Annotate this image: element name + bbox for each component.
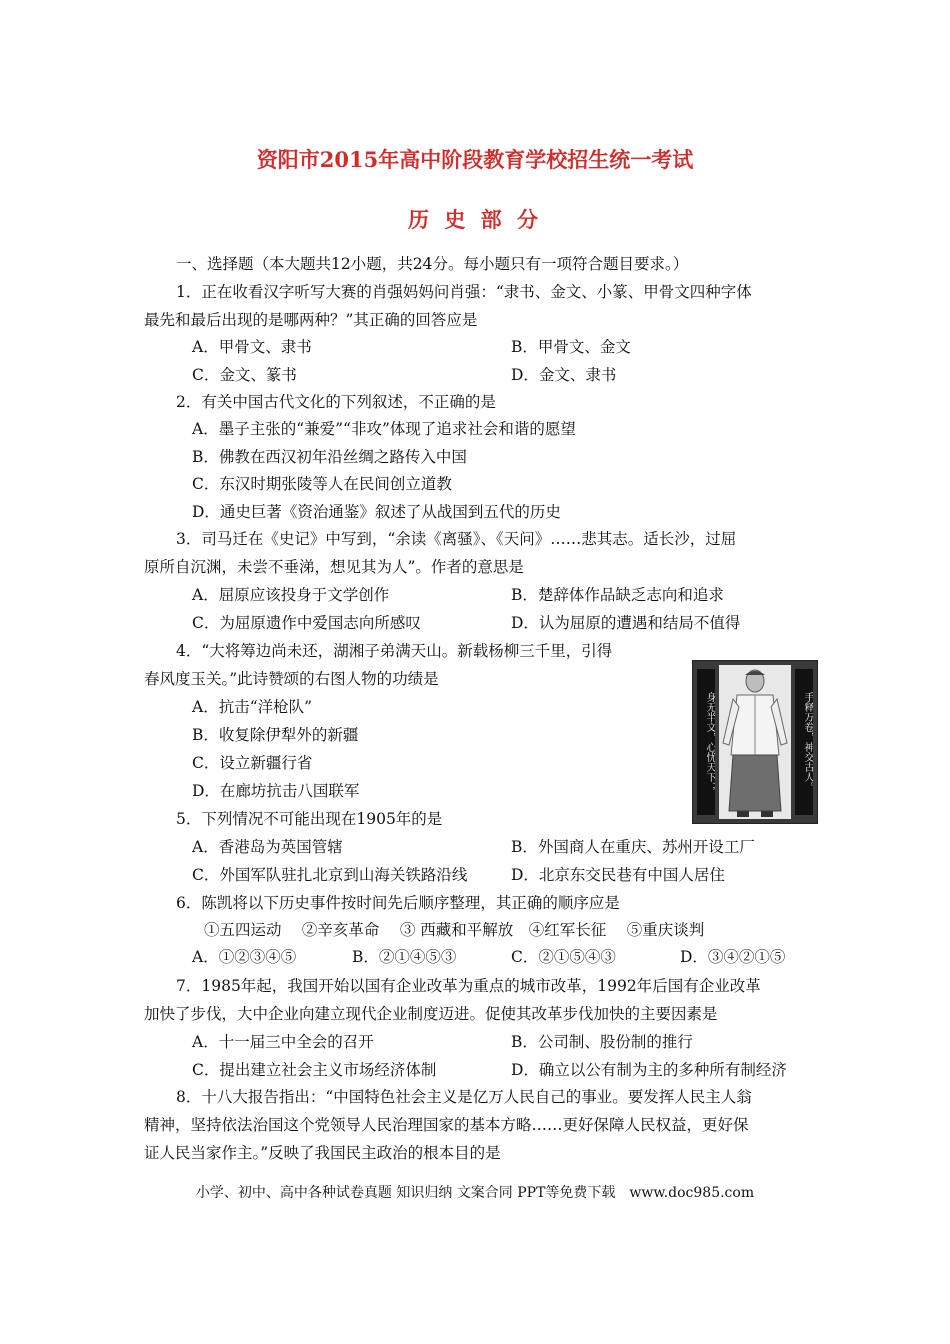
question-3-option-d: D．认为屈原的遭遇和结局不值得 [511,614,741,632]
question-7-line-2: 加快了步伐，大中企业向建立现代企业制度迈进。促使其改革步伐加快的主要因素是 [144,1005,718,1023]
question-3-line-1: 3．司马迁在《史记》中写到，“余读《离骚》、《天问》……悲其志。适长沙，过屈 [176,530,737,548]
portrait-image [719,665,791,819]
question-8-line-3: 证人民当家作主。”反映了我国民主政治的根本目的是 [144,1144,501,1162]
question-4-option-a: A．抗击“洋枪队” [192,698,313,716]
question-7-option-b: B．公司制、股份制的推行 [511,1033,693,1051]
figure-banner-left: 身无半文，心忧天下； [697,669,715,815]
question-3-line-2: 原所自沉渊，未尝不垂涕，想见其为人”。作者的意思是 [144,558,524,576]
official-portrait-icon [719,665,791,819]
question-2-option-d: D．通史巨著《资治通鉴》叙述了从战国到五代的历史 [192,503,561,521]
page-subtitle: 历 史 部 分 [408,207,542,232]
question-3-option-c: C．为屈原遗作中爱国志向所感叹 [192,614,421,632]
question-1-option-c: C．金文、篆书 [192,366,297,384]
question-4-option-b: B．收复除伊犁外的新疆 [192,726,359,744]
question-4-line-1: 4．“大将筹边尚未还，湖湘子弟满天山。新载杨柳三千里，引得 [176,642,613,660]
footer-link-text: 小学、初中、高中各种试卷真题 知识归纳 文案合同 PPT等免费下载 www.doc985.com [195,1185,755,1201]
question-7-option-c: C．提出建立社会主义市场经济体制 [192,1061,437,1079]
question-6-option-a: A．①②③④⑤ [192,948,297,966]
question-8-line-1: 8．十八大报告指出：“中国特色社会主义是亿万人民自己的事业。要发挥人民主人翁 [176,1088,752,1106]
portrait-figure [692,660,818,824]
question-2-option-c: C．东汉时期张陵等人在民间创立道教 [192,475,452,493]
question-2-option-b: B．佛教在西汉初年沿丝绸之路传入中国 [192,448,467,466]
question-7-option-a: A．十一届三中全会的召开 [192,1033,374,1051]
question-6-line-1: 6．陈凯将以下历史事件按时间先后顺序整理，其正确的顺序应是 [176,894,620,912]
question-5-option-d: D．北京东交民巷有中国人居住 [511,866,725,884]
question-6-option-d: D．③④②①⑤ [680,948,786,966]
question-6-option-b: B．②①④⑤③ [352,948,457,966]
question-6-events: ①五四运动 ②辛亥革命 ③ 西藏和平解放 ④红军长征 ⑤重庆谈判 [204,921,705,939]
question-1-option-d: D．金文、隶书 [511,366,617,384]
page-title: 资阳市2015年高中阶段教育学校招生统一考试 [256,147,694,172]
question-5-line-1: 5．下列情况不可能出现在1905年的是 [176,810,443,828]
question-4-option-d: D．在廊坊抗击八国联军 [192,782,360,800]
question-1-option-b: B．甲骨文、金文 [511,338,631,356]
question-6-option-c: C．②①⑤④③ [511,948,616,966]
question-3-option-a: A．屈原应该投身于文学创作 [192,586,390,604]
question-7-option-d: D．确立以公有制为主的多种所有制经济 [511,1061,787,1079]
question-5-option-c: C．外国军队驻扎北京到山海关铁路沿线 [192,866,468,884]
question-3-option-b: B．楚辞体作品缺乏志向和追求 [511,586,724,604]
question-7-line-1: 7．1985年起，我国开始以国有企业改革为重点的城市改革，1992年后国有企业改革 [176,977,761,995]
question-1-line-1: 1．正在收看汉字听写大赛的肖强妈妈问肖强：“隶书、金文、小篆、甲骨文四种字体 [176,283,752,301]
question-4-line-2: 春风度玉关。”此诗赞颂的右图人物的功绩是 [144,670,439,688]
figure-banner-right: 手释万卷，神交古人。 [795,669,813,815]
question-8-line-2: 精神，坚持依法治国这个党领导人民治理国家的基本方略……更好保障人民权益，更好保 [144,1116,749,1134]
question-2-option-a: A．墨子主张的“兼爱”“非攻”体现了追求社会和谐的愿望 [192,420,576,438]
question-1-line-2: 最先和最后出现的是哪两种？”其正确的回答应是 [144,311,478,329]
question-5-option-a: A．香港岛为英国管辖 [192,838,343,856]
question-2-line-1: 2．有关中国古代文化的下列叙述，不正确的是 [176,393,496,411]
question-1-option-a: A．甲骨文、隶书 [192,338,312,356]
section-heading: 一、选择题（本大题共12小题，共24分。每小题只有一项符合题目要求。） [176,255,689,273]
question-5-option-b: B．外国商人在重庆、苏州开设工厂 [511,838,755,856]
question-4-option-c: C．设立新疆行省 [192,754,313,772]
